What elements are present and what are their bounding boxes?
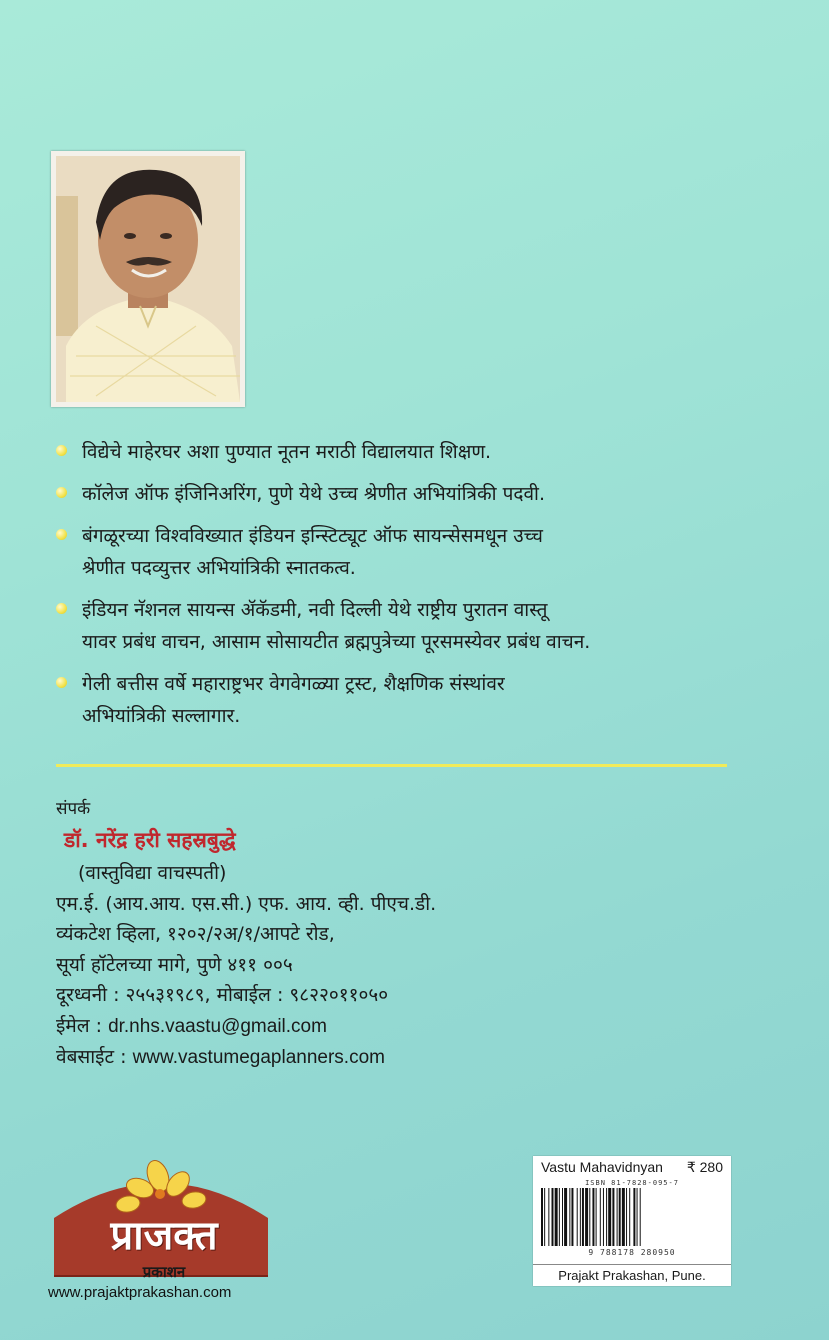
barcode-bar <box>612 1188 614 1246</box>
credential-line: विद्येचे माहेरघर अशा पुण्यात नूतन मराठी विद्यालयात शिक्षण. <box>82 441 492 463</box>
credential-item <box>56 668 736 732</box>
section-divider <box>56 764 727 767</box>
barcode-bar <box>606 1188 607 1246</box>
book-title: Vastu Mahavidnyan <box>541 1159 663 1175</box>
publisher-logo-text: प्राजक्त <box>110 1213 218 1259</box>
barcode-bar <box>580 1188 581 1246</box>
email-label: ईमेल : <box>56 1014 103 1037</box>
barcode-bar <box>619 1188 621 1246</box>
barcode-bar <box>564 1188 567 1246</box>
bullet-dot-icon <box>56 445 67 456</box>
barcode-bar <box>592 1188 594 1246</box>
website-row <box>56 1042 716 1074</box>
barcode-bar <box>552 1188 554 1246</box>
author-photo <box>51 151 245 407</box>
contact-label: संपर्क <box>56 799 91 819</box>
barcode-icon <box>541 1188 723 1246</box>
credential-item <box>56 478 736 510</box>
credential-line: कॉलेज ऑफ इंजिनिअरिंग, पुणे येथे उच्च श्रेणीत अभियांत्रिकी पदवी. <box>82 483 545 505</box>
author-credentials-list <box>56 436 736 742</box>
barcode-bar <box>600 1188 601 1246</box>
website-link[interactable]: www.vastumegaplanners.com <box>132 1047 385 1068</box>
contact-section <box>56 796 716 1074</box>
bullet-dot-icon <box>56 677 67 688</box>
phone-numbers: दूरध्वनी : २५५३१९८९, मोबाईल : ९८२२०११०५० <box>56 984 389 1006</box>
barcode-bar <box>577 1188 578 1246</box>
address-line-1: व्यंकटेश व्हिला, १२०२/२अ/१/आपटे रोड, <box>56 923 335 945</box>
author-name: डॉ. नरेंद्र हरी सहस्रबुद्धे <box>64 828 236 852</box>
barcode-bar <box>559 1188 560 1246</box>
barcode-bar <box>608 1188 611 1246</box>
website-label: वेबसाईट : <box>56 1046 127 1068</box>
barcode-bar <box>582 1188 584 1246</box>
address-line-2: सूर्या हॉटेलच्या मागे, पुणे ४११ ००५ <box>56 953 293 976</box>
barcode-bar <box>541 1188 543 1246</box>
barcode-bar <box>637 1188 638 1246</box>
credential-line: अभियांत्रिकी सल्लागार. <box>82 705 241 727</box>
barcode-bar <box>596 1188 597 1246</box>
publisher-website[interactable]: www.prajaktprakashan.com <box>48 1284 232 1301</box>
barcode-digits: 9 788178 280950 <box>588 1248 676 1257</box>
bullet-dot-icon <box>56 487 67 498</box>
book-price: ₹ 280 <box>686 1159 723 1175</box>
barcode-bar <box>589 1188 590 1246</box>
author-portrait-image <box>56 156 240 402</box>
barcode-bar <box>544 1188 545 1246</box>
email-row <box>56 1011 716 1043</box>
publisher-line: Prajakt Prakashan, Pune. <box>533 1264 731 1287</box>
barcode-bar <box>585 1188 588 1246</box>
credential-line: बंगळूरच्या विश्वविख्यात इंडियन इन्स्टिट्यूट ऑफ सायन्सेसमधून उच्च <box>82 525 543 547</box>
isbn-text: ISBN 81-7828-095-7 <box>585 1179 679 1187</box>
credential-line: यावर प्रबंध वाचन, आसाम सोसायटीत ब्रह्मपुत्रेच्या पूरसमस्येवर प्रबंध वाचन. <box>82 631 591 653</box>
barcode-bar <box>640 1188 641 1246</box>
barcode-bar <box>622 1188 625 1246</box>
bullet-dot-icon <box>56 603 67 614</box>
credential-line: इंडियन नॅशनल सायन्स ॲकॅडमी, नवी दिल्ली येथे राष्ट्रीय पुरातन वास्तू <box>82 599 548 621</box>
barcode-label <box>533 1156 731 1286</box>
barcode-bar <box>633 1188 635 1246</box>
credential-line: गेली बत्तीस वर्षे महाराष्ट्रभर वेगवेगळ्या ट्रस्ट, शैक्षणिक संस्थांवर <box>82 673 505 695</box>
author-degrees: एम.ई. (आय.आय. एस.सी.) एफ. आय. व्ही. पीएच.डी. <box>56 892 437 915</box>
barcode-bar <box>603 1188 604 1246</box>
barcode-bar <box>571 1188 573 1246</box>
publisher-logo-subtext: प्रकाशन <box>142 1263 186 1281</box>
credential-line: श्रेणीत पदव्युत्तर अभियांत्रिकी स्नातकत्व. <box>82 557 356 579</box>
credential-item <box>56 436 736 468</box>
barcode-bar <box>555 1188 558 1246</box>
barcode-bar <box>548 1188 549 1246</box>
barcode-bar <box>569 1188 570 1246</box>
email-link[interactable]: dr.nhs.vaastu@gmail.com <box>108 1015 327 1037</box>
credential-item <box>56 594 736 658</box>
author-title: (वास्तुविद्या वाचस्पती) <box>78 862 227 884</box>
barcode-bar <box>626 1188 627 1246</box>
barcode-bar <box>562 1188 563 1246</box>
barcode-bar <box>617 1188 618 1246</box>
barcode-bar <box>629 1188 630 1246</box>
bullet-dot-icon <box>56 529 67 540</box>
credential-item <box>56 520 736 584</box>
